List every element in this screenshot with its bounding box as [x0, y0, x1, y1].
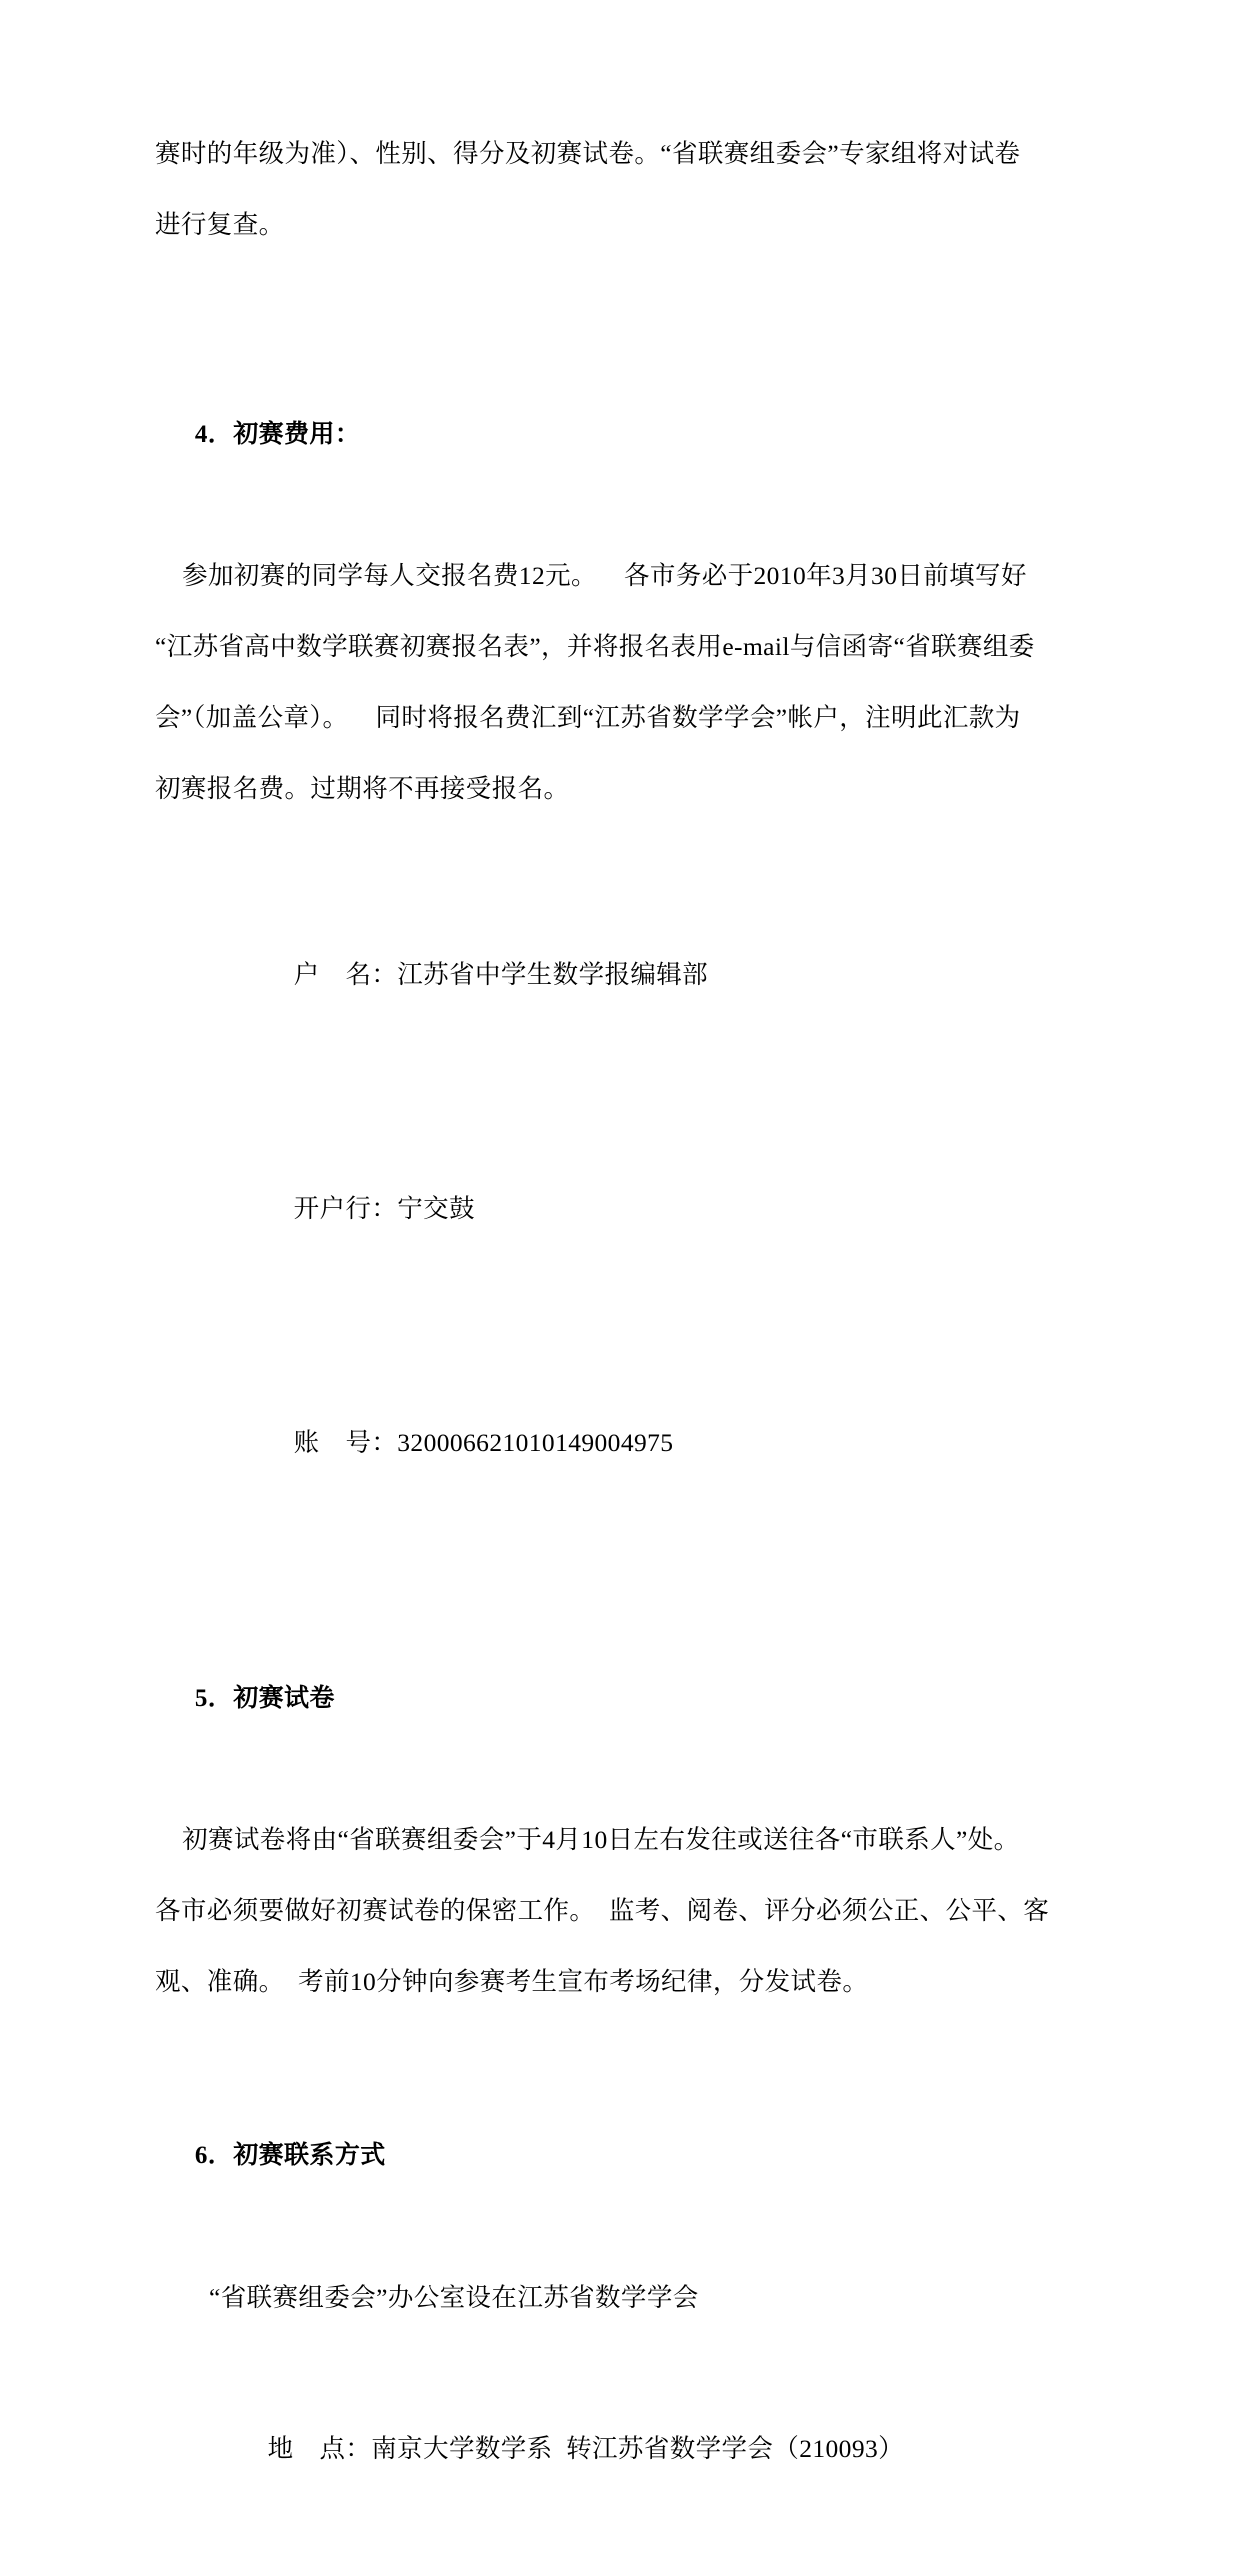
spacer	[155, 824, 1095, 858]
section-4-heading	[155, 330, 1095, 540]
section-4-body-line-4: 初赛报名费。过期将不再接受报名。	[155, 774, 570, 803]
bank-branch-value: 宁交鼓	[397, 1194, 475, 1223]
spacer	[155, 1560, 1095, 1594]
spacer	[155, 2017, 1095, 2051]
section-6-address-value: 南京大学数学系 转江苏省数学学会（210093）	[371, 2434, 905, 2463]
section-6-title: 初赛联系方式	[233, 2142, 386, 2169]
section-5-body-line-3: 观、准确。 考前10分钟向参赛考生宣布考场纪律，分发试卷。	[155, 1967, 869, 1996]
section-6-number: 6．	[194, 2142, 234, 2169]
section-5-body-line-2: 各市必须要做好初赛试卷的保密工作。 监考、阅卷、评分必须公正、公平、客	[155, 1896, 1050, 1925]
bank-account-name-value: 江苏省中学生数学报编辑部	[397, 960, 709, 989]
bank-account-name-label: 户 名：	[293, 960, 398, 989]
bank-account-number-row	[155, 1326, 1095, 1560]
section-6-heading	[155, 2051, 1095, 2261]
section-5-title: 初赛试卷	[233, 1685, 335, 1712]
bank-account-number-value: 320006621010149004975	[397, 1428, 674, 1457]
spacer	[155, 260, 1095, 330]
bank-account-number-label: 账 号：	[293, 1428, 398, 1457]
bank-branch-label: 开户行：	[293, 1194, 398, 1223]
section-4-number: 4．	[194, 421, 234, 448]
section-6-address-row	[155, 2335, 1095, 2563]
section-5-heading	[155, 1594, 1095, 1804]
section-4-body-line-2: “江苏省高中数学联赛初赛报名表”，并将报名表用e-mail与信函寄“省联赛组委	[155, 632, 1035, 661]
section-5-body	[155, 1804, 1095, 2017]
section-4-body-line-3: 会”（加盖公章）。 同时将报名费汇到“江苏省数学学会”帐户，注明此汇款为	[155, 703, 1021, 732]
paragraph-continuation-line-2: 进行复查。	[155, 210, 285, 239]
bank-account-name-row	[155, 858, 1095, 1092]
section-5-body-line-1: 初赛试卷将由“省联赛组委会”于4月10日左右发往或送往各“市联系人”处。	[155, 1825, 1020, 1854]
section-5-number: 5．	[194, 1685, 234, 1712]
section-6-address-label: 地 点：	[267, 2434, 372, 2463]
section-6-body-line-1: “省联赛组委会”办公室设在江苏省数学学会	[209, 2283, 699, 2312]
section-4-body-line-1: 参加初赛的同学每人交报名费12元。 各市务必于2010年3月30日前填写好	[155, 561, 1027, 590]
document-content	[155, 118, 1095, 2563]
paragraph-continuation-line-1: 赛时的年级为准）、性别、得分及初赛试卷。“省联赛组委会”专家组将对试卷	[155, 139, 1021, 168]
section-4-title: 初赛费用：	[233, 421, 361, 448]
bank-branch-row	[155, 1092, 1095, 1326]
section-4-body	[155, 540, 1095, 824]
paragraph-continuation	[155, 118, 1095, 260]
